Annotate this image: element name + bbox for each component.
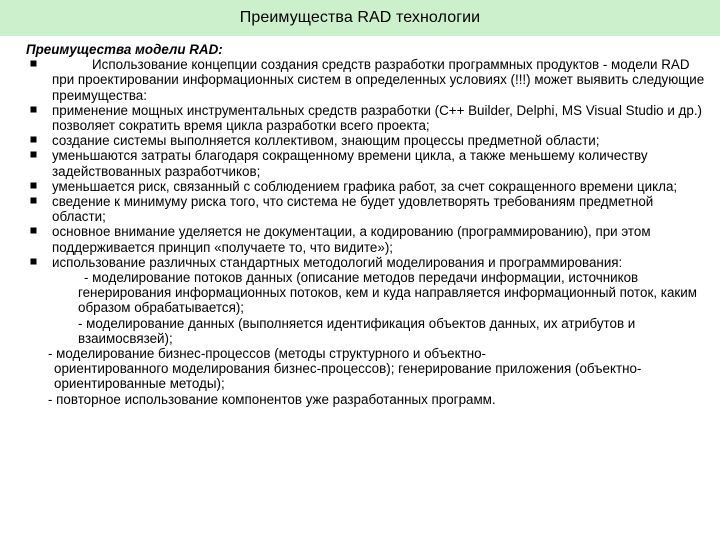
list-item-text: Использование концепции создания средств разработки программных продуктов - модели RAD при проектировании информационных систем в определенных условиях (!!!) может выявить следующие преимущества: (52, 57, 705, 103)
square-bullet-icon (30, 197, 37, 204)
tail-item (26, 346, 710, 392)
list-item-text: основное внимание уделяется не документации, а кодированию (программированию), при этом поддерживается принцип «получаете то, что видите»); (52, 224, 651, 255)
square-bullet-icon (30, 182, 37, 189)
list-item (26, 148, 710, 178)
list-item (26, 194, 710, 224)
list-item-text: уменьшаются затраты благодаря сокращенному времени цикла, а также меньшему количеству задействованных разработчиков; (52, 148, 648, 179)
slide-body (26, 42, 710, 407)
tail-item-first-line: - моделирование бизнес-процессов (методы структурного и объектно- (48, 346, 487, 362)
tail-item-continuation: ориентированного моделирования бизнес-процессов); генерирование приложения (объектно-ориентированные методы); (54, 361, 642, 392)
tail-item (26, 392, 710, 407)
title-divider (0, 36, 720, 38)
list-item-text: создание системы выполняется коллективом, знающим процессы предметной области; (52, 133, 600, 149)
sub-item: - моделирование потоков данных (описание методов передачи информации, источников генерирования информационных потоков, кем и куда направляется информационный поток, каким образом обрабатывается); (78, 270, 697, 316)
list-item (26, 179, 710, 194)
square-bullet-icon (30, 258, 37, 265)
advantages-list (26, 57, 710, 346)
square-bullet-icon (30, 136, 37, 143)
square-bullet-icon (30, 227, 37, 234)
list-item-text: уменьшается риск, связанный с соблюдением графика работ, за счет сокращенного времени цикла; (52, 178, 678, 194)
list-item (26, 103, 710, 133)
square-bullet-icon (30, 106, 37, 113)
square-bullet-icon (30, 151, 37, 158)
sub-item: - моделирование данных (выполняется идентификация объектов данных, их атрибутов и взаимосвязей); (78, 315, 636, 346)
list-item (26, 255, 710, 346)
tail-item-first-line: - повторное использование компонентов уже разработанных программ. (48, 391, 496, 407)
section-subtitle: Преимущества модели RAD: (26, 42, 223, 57)
list-item-text: применение мощных инструментальных средств разработки (С++ Builder, Delphi, MS Visual Studio и др.) позволяет сократить время цикла разработки всего проекта; (52, 102, 702, 134)
list-item-text: использование различных стандартных методологий моделирования и программирования: (52, 254, 623, 270)
square-bullet-icon (30, 60, 37, 67)
list-item-text: сведение к минимуму риска того, что система не будет удовлетворять требованиям предметной области; (52, 194, 654, 225)
title-bar (0, 0, 720, 36)
slide-title: Преимущества RAD технологии (239, 9, 481, 26)
list-item (26, 224, 710, 254)
list-item (26, 133, 710, 148)
list-item (26, 57, 710, 103)
